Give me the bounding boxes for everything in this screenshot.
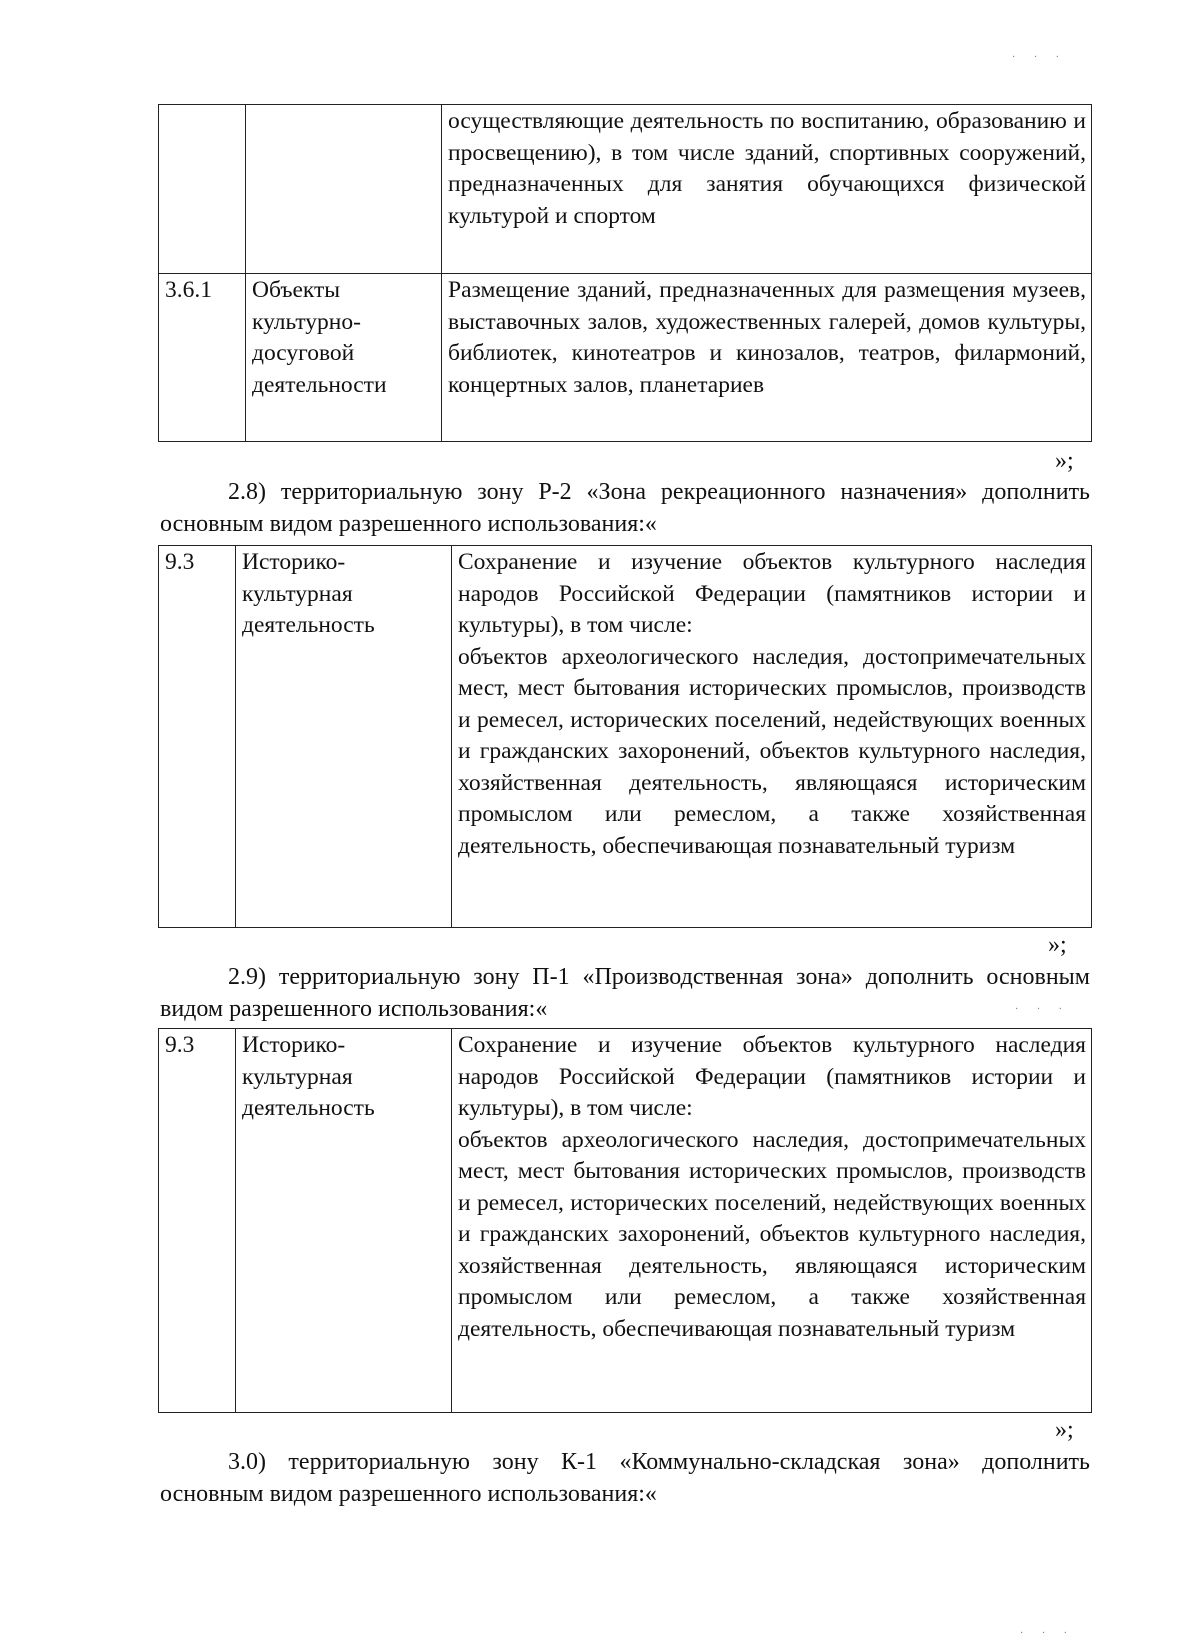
table-zone-r2 [158,545,1092,928]
paragraph-3-0 [160,1447,1090,1510]
table-zone-continuation [158,104,1092,442]
paragraph-text: 2.8) территориальную зону Р-2 «Зона рекреационного назначения» дополнить основным видом разрешенного использования:« [160,479,1090,537]
name-cell [246,105,442,274]
description-cell: Размещение зданий, предназначенных для размещения музеев, выставочных залов, художественных галерей, домов культуры, библиотек, кинотеатров и кинозалов, театров, филармоний, концертных залов, планетариев [442,274,1092,442]
scan-specks: · · · [1012,52,1067,63]
scan-specks: · · · [1015,1004,1070,1015]
closing-quote: »; [1055,1417,1074,1443]
table-zone-p1 [158,1028,1092,1413]
paragraph-2-9 [160,962,1090,1025]
name-cell: Историко-культурная деятельность [236,1029,452,1413]
paragraph-text: 3.0) территориальную зону К-1 «Коммунально-складская зона» дополнить основным видом разрешенного использования:« [160,1449,1090,1507]
table-row [159,105,1092,274]
closing-quote: »; [1048,932,1067,958]
name-cell: Историко-культурная деятельность [236,546,452,928]
table-row [159,1029,1092,1413]
description-cell [452,546,1092,928]
description-intro: Сохранение и изучение объектов культурного наследия народов Российской Федерации (памятников истории и культуры), в том числе: [458,1032,1086,1121]
description-main: объектов археологического наследия, достопримечательных мест, мест бытования исторических промыслов, производств и ремесел, исторических поселений, недействующих военных и гражданских захоронений, объектов культурного наследия, хозяйственная деятельность, являющаяся историческим промыслом или ремеслом, а также хозяйственная деятельность, обеспечивающая познавательный туризм [458,643,1086,859]
code-cell: 3.6.1 [159,274,246,442]
code-cell [159,105,246,274]
description-intro: Сохранение и изучение объектов культурного наследия народов Российской Федерации (памятников истории и культуры), в том числе: [458,549,1086,638]
name-cell: Объекты культурно-досуговой деятельности [246,274,442,442]
description-main: объектов археологического наследия, достопримечательных мест, мест бытования исторических промыслов, производств и ремесел, исторических поселений, недействующих военных и гражданских захоронений, объектов культурного наследия, хозяйственная деятельность, являющаяся историческим промыслом или ремеслом, а также хозяйственная деятельность, обеспечивающая познавательный туризм [458,1126,1086,1342]
table-row [159,546,1092,928]
code-cell: 9.3 [159,1029,236,1413]
closing-quote: »; [1055,448,1074,474]
table-row [159,274,1092,442]
description-cell: осуществляющие деятельность по воспитанию, образованию и просвещению), в том числе зданий, спортивных сооружений, предназначенных для занятия обучающихся физической культурой и спортом [442,105,1092,274]
code-cell: 9.3 [159,546,236,928]
scan-specks: · · · [1020,1628,1075,1639]
paragraph-2-8 [160,477,1090,540]
description-cell [452,1029,1092,1413]
paragraph-text: 2.9) территориальную зону П-1 «Производственная зона» дополнить основным видом разрешенного использования:« [160,964,1090,1022]
